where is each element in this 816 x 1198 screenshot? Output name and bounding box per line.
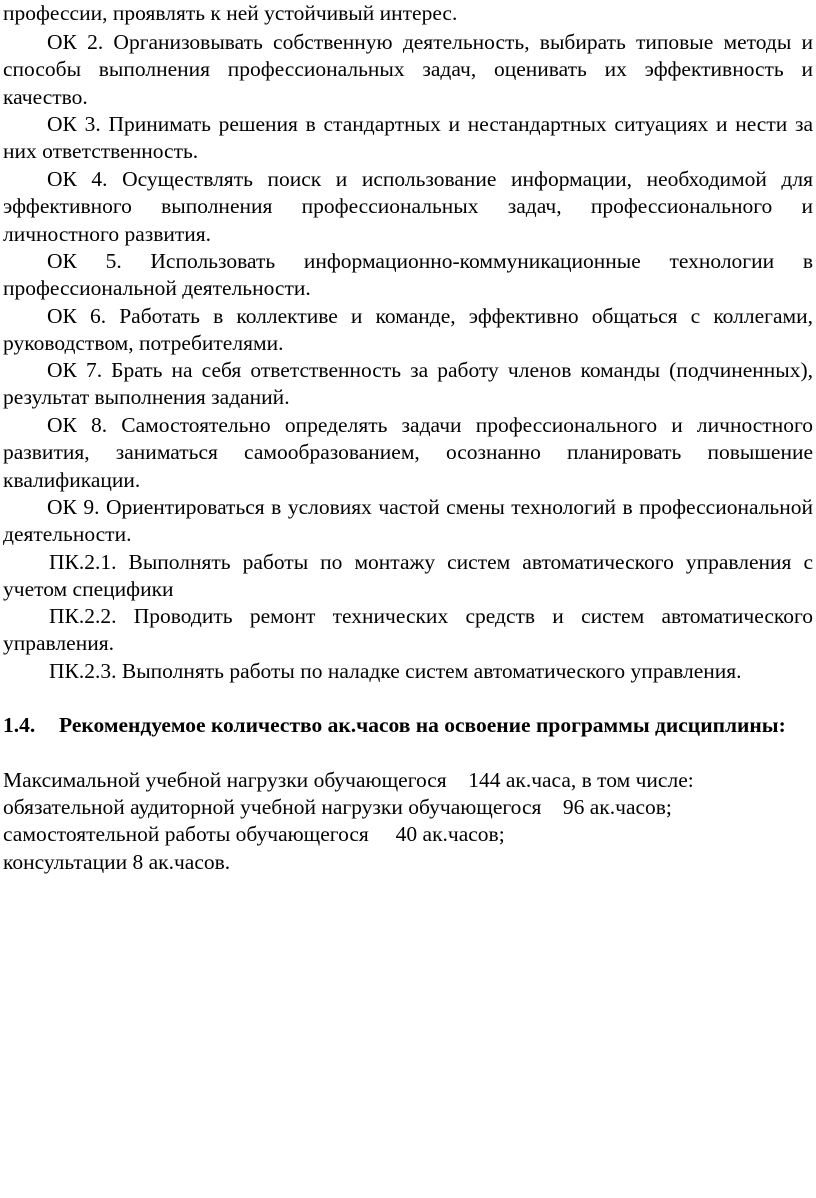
competency-pk-2-1: ПК.2.1. Выполнять работы по монтажу систем автоматического управления с учетом специфики [3, 550, 813, 602]
competency-ok4: ОК 4. Осуществлять поиск и использование информации, необходимой для эффективного выполнения профессиональных задач, профессионального и личностного развития. [3, 167, 813, 246]
competency-ok5: ОК 5. Использовать информационно-коммуникационные технологии в профессиональной деятельности. [3, 249, 813, 301]
hours-consultations: консультации 8 ак.часов. [3, 850, 231, 874]
competency-pk-2-3: ПК.2.3. Выполнять работы по наладке систем автоматического управления. [49, 659, 742, 683]
competency-ok2: ОК 2. Организовывать собственную деятельность, выбирать типовые методы и способы выполнения профессиональных задач, оценивать их эффективность и качество. [3, 30, 813, 109]
hours-mandatory: обязательной аудиторной учебной нагрузки обучающегося 96 ак.часов; [3, 795, 672, 819]
section-heading [3, 712, 813, 739]
competency-ok9: ОК 9. Ориентироваться в условиях частой смены технологий в профессиональной деятельности. [3, 495, 813, 547]
competency-ok6: ОК 6. Работать в коллективе и команде, эффективно общаться с коллегами, руководством, потребителями. [3, 304, 813, 356]
intro-line: профессии, проявлять к ней устойчивый интерес. [3, 1, 458, 25]
competency-ok8: ОК 8. Самостоятельно определять задачи профессионального и личностного развития, заниматься самообразованием, осознанно планировать повышение квалификации. [3, 413, 813, 492]
competency-ok7: ОК 7. Брать на себя ответственность за работу членов команды (подчиненных), результат выполнения заданий. [3, 358, 813, 410]
competency-ok3: ОК 3. Принимать решения в стандартных и нестандартных ситуациях и нести за них ответственность. [3, 112, 813, 164]
section-title: Рекомендуемое количество ак.часов на освоение программы дисциплины: [59, 713, 786, 737]
hours-max: Максимальной учебной нагрузки обучающегося 144 ак.часа, в том числе: [3, 768, 694, 792]
section-number: 1.4. [3, 713, 36, 737]
competency-pk-2-2: ПК.2.2. Проводить ремонт технических средств и систем автоматического управления. [3, 604, 813, 656]
hours-independent: самостоятельной работы обучающегося 40 ак.часов; [3, 822, 505, 846]
